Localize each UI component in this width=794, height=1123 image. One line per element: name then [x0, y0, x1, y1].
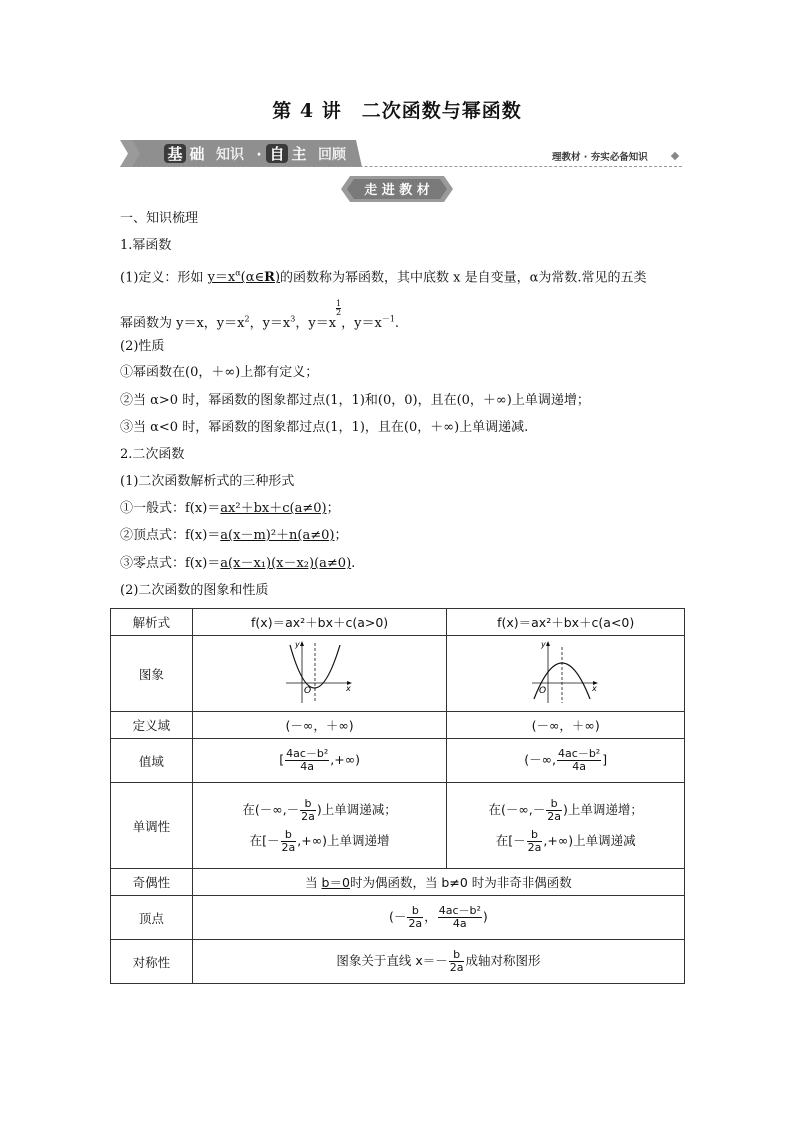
vertex-cell — [192, 896, 684, 940]
row-header-vertex: 顶点 — [111, 896, 193, 940]
parity-cell — [192, 869, 684, 896]
banner-char-zi: 自 — [269, 145, 285, 163]
banner-dot: · — [256, 147, 262, 163]
def-line2-a: 幂函数为 y＝x，y＝x — [120, 316, 245, 331]
graph-down-y-label: y — [540, 640, 546, 649]
header-a-positive: f(x)＝ax²＋bx＋c(a>0) — [192, 609, 447, 636]
parity-a: 当 — [305, 875, 322, 890]
def-formula — [208, 270, 280, 285]
domain-positive: (－∞，＋∞) — [192, 712, 447, 739]
power-definition-line1 — [120, 265, 647, 287]
graph-up-origin-label: O — [303, 686, 311, 696]
graph-up-x-label: x — [345, 684, 351, 693]
form1-end: ； — [326, 501, 340, 516]
frac-den: 2a — [408, 917, 423, 930]
form1-label: ①一般式：f(x)＝ — [120, 501, 221, 516]
row-header-monotonicity: 单调性 — [111, 783, 193, 869]
form2-end: ； — [334, 528, 348, 543]
form3-label: ③零点式：f(x)＝ — [120, 556, 221, 571]
form-general — [120, 500, 340, 518]
table-row — [111, 869, 685, 896]
range-neg-num: 4ac－b² — [558, 747, 601, 760]
properties-heading: (2)性质 — [120, 339, 165, 354]
vertex-b: ， — [424, 909, 437, 924]
range-positive — [192, 739, 447, 783]
header-a-negative: f(x)＝ax²＋bx＋c(a<0) — [447, 609, 685, 636]
vertex-den: 4a — [452, 917, 467, 930]
range-neg-close: ] — [602, 752, 608, 767]
vertex-num: 4ac－b² — [438, 904, 481, 917]
frac-den: 2a — [527, 840, 542, 854]
badge-label: 走 进 教 材 — [364, 183, 430, 198]
row-header-parity: 奇偶性 — [111, 869, 193, 896]
banner-text-huigu: 回顾 — [318, 147, 346, 163]
form2-label: ②顶点式：f(x)＝ — [120, 528, 221, 543]
table-row — [111, 739, 685, 783]
range-pos-den: 4a — [300, 760, 315, 773]
page-title: 第 4 讲 二次函数与幂函数 — [272, 100, 522, 122]
def-line2-b: ，y＝x — [249, 316, 291, 331]
mono-pos-frac2 — [281, 829, 297, 854]
range-neg-open: (－∞, — [524, 752, 557, 767]
banner-divider — [120, 166, 682, 167]
parity-c: 时为偶函数，当 b≠0 时为非奇非偶函数 — [349, 875, 572, 890]
sym-a: 图象关于直线 x＝－ — [336, 953, 448, 968]
quadratic-properties-table — [110, 608, 685, 984]
table-heading: (2)二次函数的图象和性质 — [120, 583, 269, 598]
form3-end: . — [351, 556, 356, 571]
domain-negative: (－∞，＋∞) — [447, 712, 685, 739]
mono-pos-2b: ,+∞)上单调递增 — [297, 832, 390, 848]
banner-char-zhu: 主 — [291, 145, 307, 163]
def-formula-c: ) — [274, 270, 281, 286]
power-definition-line2 — [120, 300, 399, 333]
monotonicity-positive — [192, 783, 447, 869]
table-row — [111, 609, 685, 636]
mono-pos-line2 — [193, 829, 447, 854]
def-sup3: 3 — [290, 314, 296, 324]
vertex-c: ) — [482, 909, 488, 924]
monotonicity-negative — [447, 783, 685, 869]
section-banner — [120, 140, 362, 167]
table-row — [111, 636, 685, 712]
row-header-symmetry: 对称性 — [111, 940, 193, 984]
mono-neg-line2 — [447, 829, 684, 854]
graph-down-x-label: x — [591, 684, 597, 693]
frac-num: b — [546, 798, 562, 811]
frac-den: 2a — [281, 840, 296, 854]
frac-den: 2a — [547, 809, 561, 823]
range-pos-close: ,+∞) — [330, 752, 361, 767]
parabola-up-graph — [284, 639, 356, 705]
form-zero — [120, 555, 355, 573]
def-sup-neg1: －1 — [381, 314, 395, 324]
row-header-domain: 定义域 — [111, 712, 193, 739]
frac-num: b — [527, 829, 543, 842]
def-suffix: 的函数称为幂函数，其中底数 x 是自变量，α为常数.常见的五类 — [280, 270, 647, 286]
banner-text-zhishi: 知识 — [216, 147, 244, 163]
form3-value: a(x－x₁)(x－x₂)(a≠0) — [220, 556, 352, 571]
row-header-graph: 图象 — [111, 636, 193, 712]
vertex-frac2 — [438, 905, 482, 930]
vertex-a: (－ — [389, 909, 407, 924]
mono-neg-1a: 在(－∞,－ — [488, 801, 546, 817]
def-sup2: 2 — [244, 314, 250, 324]
banner-char-chu: 础 — [189, 145, 205, 163]
def-formula-b: (α∈ — [240, 270, 265, 286]
mono-pos-2a: 在[－ — [249, 832, 280, 848]
mono-neg-1b: )上单调递增； — [563, 801, 643, 817]
frac-num: b — [300, 798, 316, 811]
graph-up-cell — [192, 636, 447, 712]
range-neg-den: 4a — [572, 760, 586, 773]
forms-heading: (1)二次函数解析式的三种形式 — [120, 474, 295, 489]
row-header-expression: 解析式 — [111, 609, 193, 636]
range-pos-fraction — [285, 748, 329, 773]
def-half-den: 2 — [336, 308, 342, 317]
banner-char-ji: 基 — [167, 145, 183, 163]
def-formula-r: R — [264, 270, 275, 286]
mono-neg-frac1 — [546, 798, 562, 823]
mono-pos-1b: )上单调递减； — [316, 801, 397, 817]
range-negative — [447, 739, 685, 783]
def-line2-e: . — [394, 316, 400, 331]
sym-frac — [449, 949, 465, 974]
graph-down-cell — [447, 636, 685, 712]
form-vertex — [120, 527, 348, 545]
power-function-heading: 1.幂函数 — [120, 238, 172, 253]
def-formula-sup: α — [235, 269, 241, 278]
banner-right-text: 理教材 · 夯实必备知识 — [552, 152, 648, 163]
property-3: ③当 α<0 时，幂函数的图象都过点(1，1)，且在(0，＋∞)上单调递减. — [120, 420, 529, 435]
def-line2-d: ，y＝x — [341, 316, 382, 331]
range-neg-fraction — [557, 748, 601, 773]
table-row — [111, 896, 685, 940]
sym-b: 成轴对称图形 — [465, 953, 541, 968]
range-pos-open: [ — [279, 752, 285, 767]
mono-neg-line1 — [447, 798, 684, 823]
quadratic-heading: 2.二次函数 — [120, 447, 185, 462]
def-half-num: 1 — [336, 299, 342, 308]
knowledge-heading: 一、知识梳理 — [120, 211, 199, 226]
symmetry-cell — [192, 940, 684, 984]
graph-up-y-label: y — [294, 640, 300, 649]
form1-value: ax²＋bx＋c(a≠0) — [220, 501, 327, 516]
def-half-exponent — [336, 300, 341, 317]
row-header-range: 值域 — [111, 739, 193, 783]
form2-value: a(x－m)²＋n(a≠0) — [220, 528, 335, 543]
def-prefix: (1)定义：形如 — [120, 270, 208, 286]
mono-pos-frac1 — [300, 798, 316, 823]
diamond-icon — [671, 152, 679, 160]
def-formula-a: y＝x — [207, 270, 236, 286]
parity-b: b＝0 — [321, 875, 350, 890]
mono-neg-2a: 在[－ — [495, 832, 526, 848]
parabola-down-graph — [530, 639, 602, 705]
def-line2-c: ，y＝x — [295, 316, 337, 331]
vertex-frac1 — [407, 905, 423, 930]
frac-num: b — [407, 905, 423, 918]
frac-num: b — [449, 949, 465, 962]
mono-pos-1a: 在(－∞,－ — [242, 801, 300, 817]
mono-neg-2b: ,+∞)上单调递减 — [543, 832, 636, 848]
frac-num: b — [281, 829, 297, 842]
mono-pos-line1 — [193, 798, 447, 823]
table-row — [111, 940, 685, 984]
property-2: ②当 α>0 时，幂函数的图象都过点(1，1)和(0，0)，且在(0，＋∞)上单调递增； — [120, 393, 590, 408]
mono-neg-frac2 — [527, 829, 543, 854]
frac-den: 2a — [301, 809, 315, 823]
range-pos-num: 4ac－b² — [286, 747, 329, 760]
frac-den: 2a — [449, 961, 464, 974]
graph-down-origin-label: O — [538, 686, 546, 696]
property-1: ①幂函数在(0，＋∞)上都有定义； — [120, 365, 319, 380]
section-badge — [341, 176, 453, 202]
table-row — [111, 712, 685, 739]
table-row — [111, 783, 685, 869]
